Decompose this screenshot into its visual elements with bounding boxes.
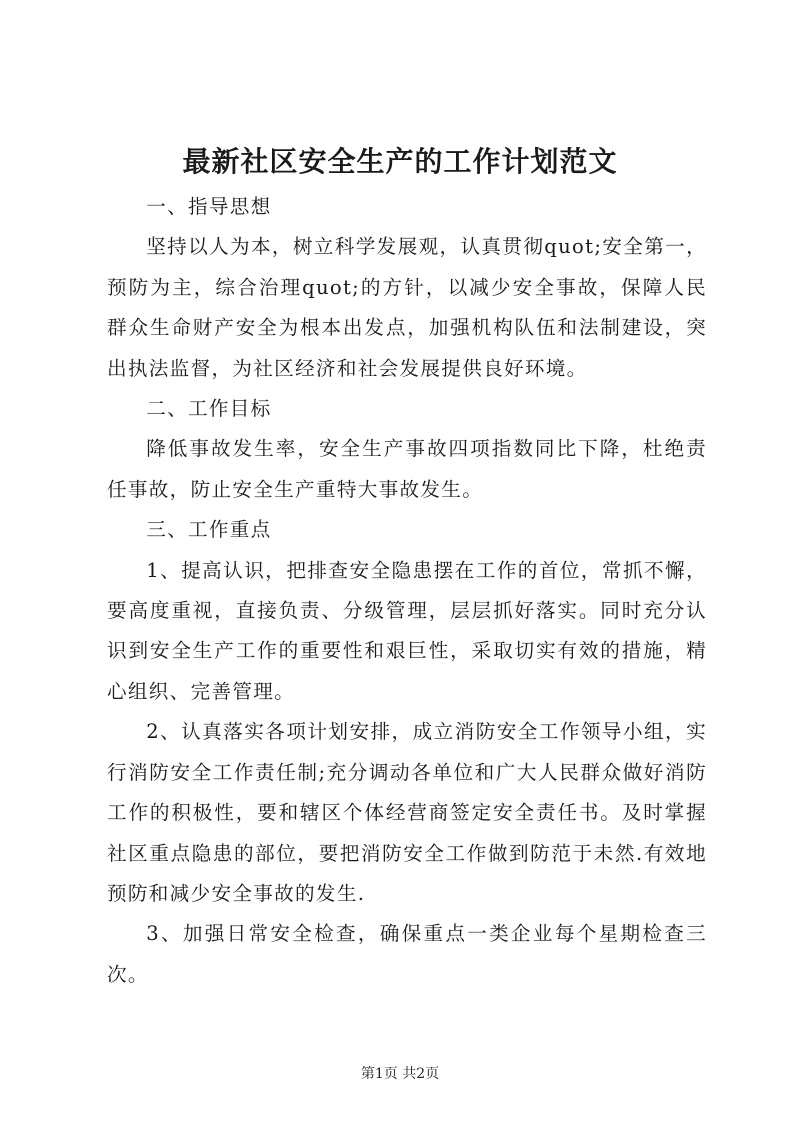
section-heading-work-focus: 三、工作重点 — [146, 518, 272, 542]
paragraph-focus-item-3: 3、加强日常安全检查，确保重点一类企业每个星期检查三次。 — [107, 922, 707, 986]
document-body — [107, 187, 707, 995]
document-title: 最新社区安全生产的工作计划范文 — [182, 145, 618, 178]
paragraph-work-goals: 降低事故发生率，安全生产事故四项指数同比下降，杜绝责任事故，防止安全生产重特大事故发生。 — [107, 437, 707, 501]
section-heading-guiding-ideology: 一、指导思想 — [146, 195, 272, 218]
paragraph-focus-item-2: 2、认真落实各项计划安排，成立消防安全工作领导小组，实行消防安全工作责任制;充分调动各单位和广大人民群众做好消防工作的积极性，要和辖区个体经营商签定安全责任书。及时掌握社区重点隐患的部位，要把消防安全工作做到防范于未然.有效地预防和减少安全事故的发生. — [107, 720, 707, 905]
paragraph-guiding-ideology: 坚持以人为本，树立科学发展观，认真贯彻quot;安全第一，预防为主，综合治理quot;的方针，以减少安全事故，保障人民群众生命财产安全为根本出发点，加强机构队伍和法制建设，突出执法监督，为社区经济和社会发展提供良好环境。 — [107, 235, 707, 380]
paragraph-focus-item-1: 1、提高认识，把排查安全隐患摆在工作的首位，常抓不懈，要高度重视，直接负责、分级管理，层层抓好落实。同时充分认识到安全生产工作的重要性和艰巨性，采取切实有效的措施，精心组织、完善管理。 — [107, 558, 707, 703]
page-number-footer: 第1页 共2页 — [360, 1066, 440, 1082]
section-heading-work-goals: 二、工作目标 — [146, 397, 272, 421]
